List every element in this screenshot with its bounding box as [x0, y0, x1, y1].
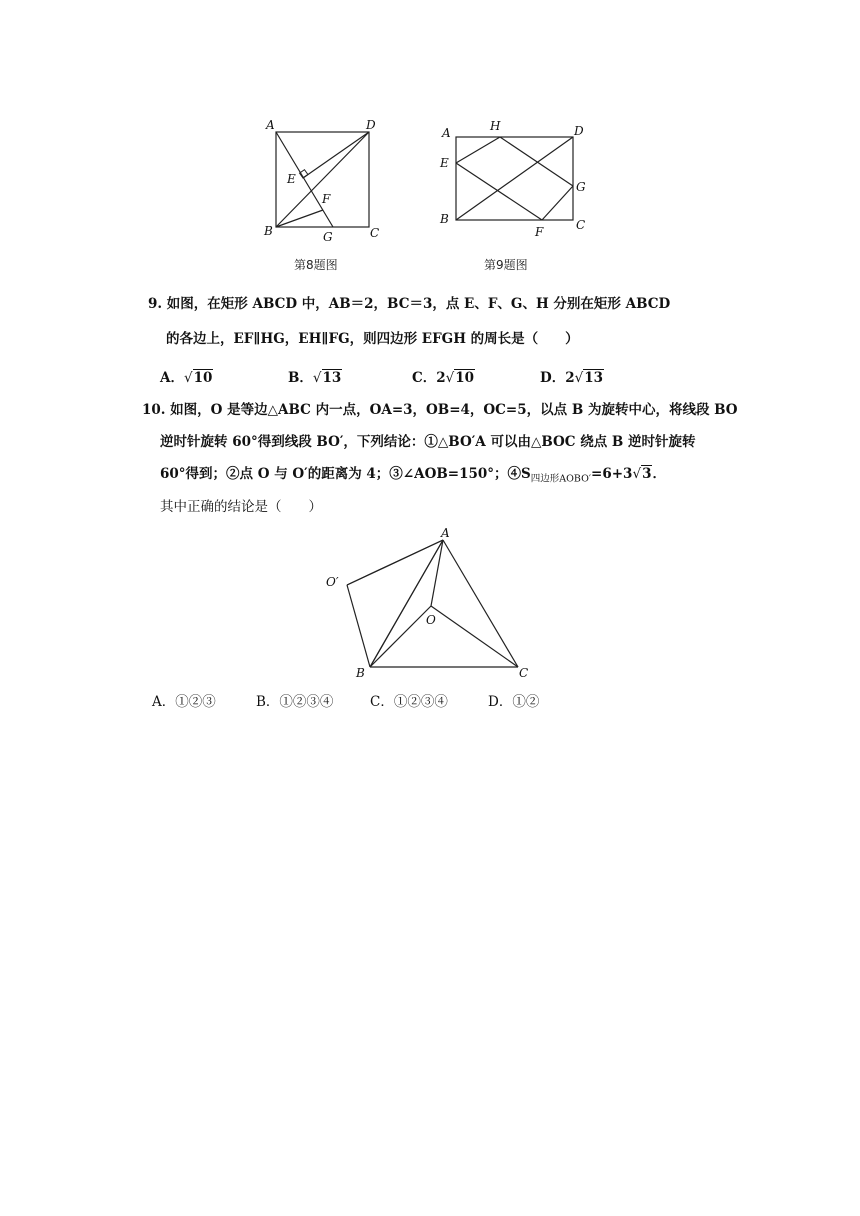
fig8-label-b: B: [264, 224, 273, 238]
q10-line3-pre: 60°得到；②点 O 与 O′的距离为 4；③∠AOB=150°；④S: [160, 466, 531, 482]
figure-9: [432, 115, 597, 245]
fig9-label-h: H: [490, 119, 501, 133]
q9-option-c-coef: 2: [436, 370, 446, 386]
fig10-label-b: B: [356, 666, 365, 680]
q9-option-d-label: D．: [540, 370, 566, 386]
q10-area-subscript: 四边形AOBO′: [530, 473, 592, 485]
q10-radical: √3: [632, 466, 652, 482]
q9-line2: 的各边上，EF∥HG，EH∥FG，则四边形 EFGH 的周长是（ ）: [166, 331, 579, 347]
q9-option-a-radical: √10: [183, 370, 213, 386]
fig8-label-a: A: [266, 118, 275, 132]
fig10-label-o-prime: O′: [326, 575, 339, 589]
q10-option-b-text: ①②③④: [279, 694, 334, 710]
fig9-label-a: A: [442, 126, 451, 140]
fig9-label-b: B: [440, 212, 449, 226]
q9-option-a-label: A．: [160, 370, 184, 386]
fig9-label-d: D: [574, 124, 584, 138]
q9-option-a-radicand: 10: [193, 370, 213, 386]
q9-option-b-label: B．: [288, 370, 313, 386]
q9-option-b-radicand: 13: [322, 370, 342, 386]
fig8-label-g: G: [323, 230, 333, 244]
q10-option-a-text: ①②③: [175, 694, 216, 710]
q10-option-d[interactable]: [488, 690, 539, 710]
fig9-label-c: C: [576, 218, 586, 232]
q9-option-c-radical: √10: [445, 370, 475, 386]
q9-option-d-radicand: 13: [584, 370, 604, 386]
q10-option-b[interactable]: [256, 690, 333, 710]
q9-option-d-radical: √13: [574, 370, 604, 386]
q10-line3-mid: =6+3: [591, 466, 633, 482]
q9-option-a[interactable]: [160, 366, 213, 386]
fig8-caption: 第8题图: [294, 258, 338, 272]
q10-option-a[interactable]: [152, 690, 216, 710]
q10-option-a-label: A．: [152, 694, 176, 710]
q9-option-b-radical: √13: [312, 370, 342, 386]
q9-option-c[interactable]: [412, 366, 475, 386]
fig9-label-g: G: [576, 180, 586, 194]
fig10-label-a: A: [441, 526, 450, 540]
q10-option-b-label: B．: [256, 694, 280, 710]
figure-10: [320, 525, 540, 685]
q10-option-c-label: C．: [370, 694, 394, 710]
fig8-label-c: C: [370, 226, 380, 240]
q9-option-d-coef: 2: [565, 370, 575, 386]
fig10-label-o: O: [426, 613, 436, 627]
fig8-label-d: D: [366, 118, 376, 132]
q10-option-d-text: ①②: [512, 694, 540, 710]
fig10-label-c: C: [519, 666, 529, 680]
fig8-label-e: E: [287, 172, 296, 186]
fig9-label-f: F: [535, 225, 544, 239]
q10-line4: 其中正确的结论是（ ）: [160, 499, 322, 515]
fig8-label-f: F: [322, 192, 331, 206]
q9-line1: 9. 如图，在矩形 ABCD 中，AB＝2，BC＝3，点 E、F、G、H 分别在矩形 ABCD: [148, 296, 671, 312]
q10-line3: [160, 462, 666, 485]
q10-option-c-text: ①②③④: [393, 694, 448, 710]
q10-line2: 逆时针旋转 60°得到线段 BO′，下列结论：①△BO′A 可以由△BOC 绕点 B 逆时针旋转: [160, 434, 696, 450]
q9-option-b[interactable]: [288, 366, 342, 386]
q9-option-c-radicand: 10: [455, 370, 475, 386]
figure-8: [258, 115, 388, 250]
q9-option-c-label: C．: [412, 370, 437, 386]
q10-option-d-label: D．: [488, 694, 513, 710]
q10-line3-end: ．: [652, 466, 666, 482]
fig9-caption: 第9题图: [484, 258, 528, 272]
q10-option-c[interactable]: [370, 690, 448, 710]
q9-option-d[interactable]: [540, 366, 604, 386]
q10-line1: 10. 如图，O 是等边△ABC 内一点，OA=3，OB=4，OC=5，以点 B 为旋转中心，将线段 BO: [142, 402, 738, 418]
q10-radicand: 3: [642, 466, 652, 482]
fig9-label-e: E: [440, 156, 449, 170]
